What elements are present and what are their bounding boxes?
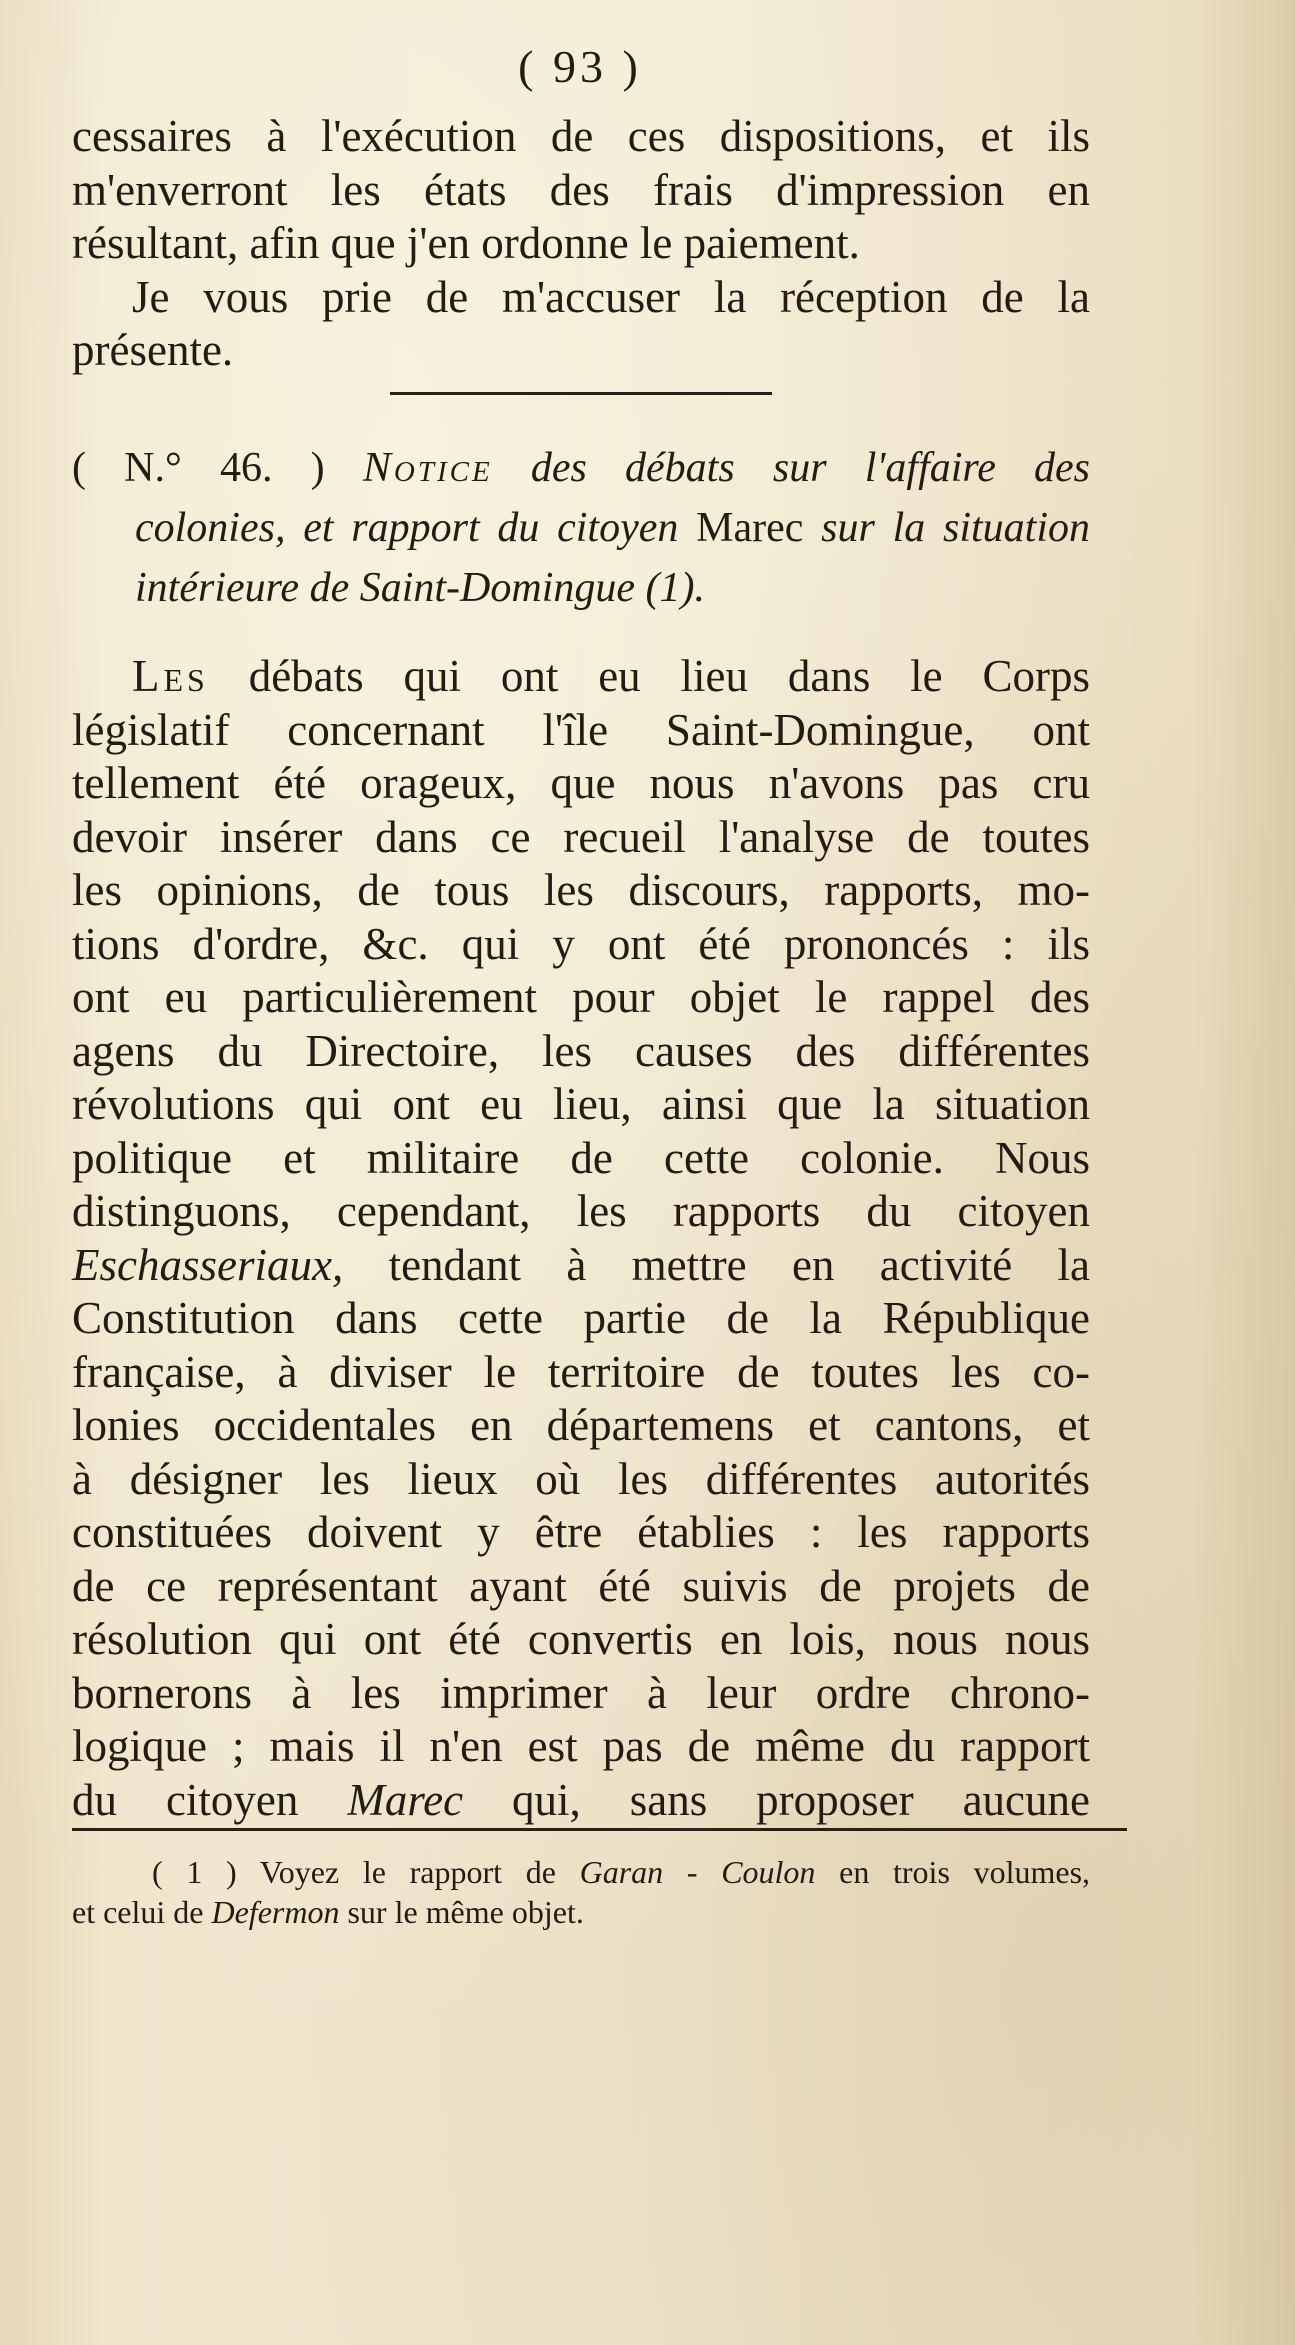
notice-title-text: intérieure de Saint-Domingue (1). [135,565,705,611]
text-fragment: et celui de [72,1894,204,1930]
text-line: de ce représentant ayant été suivis de projets de [72,1560,1090,1611]
text-fragment: qui, sans proposer aucune [512,1774,1090,1825]
text-line [72,1774,1090,1828]
notice-title-text: des débats sur l'affaire des [530,445,1091,491]
text-line [72,650,1090,704]
text-line: révolutions qui ont eu lieu, ainsi que la situation [72,1079,1090,1129]
person-name: Defermon [211,1894,340,1930]
text-line: agens du Directoire, les causes des différentes [72,1025,1090,1076]
text-line: Je vous prie de m'accuser la réception de la [132,271,1090,322]
text-line [72,1239,1090,1293]
text-line: constituées doivent y être établies : les rapports [72,1507,1090,1557]
text-line: résolution qui ont été convertis en lois, nous nous [72,1614,1090,1664]
person-name: Marec [347,1774,464,1825]
page-number: ( 93 ) [518,41,642,92]
text-fragment: tendant à mettre en activité la [388,1239,1090,1290]
intro-paragraph [72,110,1090,378]
notice-heading [72,438,1090,618]
notice-line [72,558,1090,618]
text-line: distinguons, cependant, les rapports du citoyen [72,1186,1090,1236]
notice-title-word: Notice [362,445,493,491]
footnote-line [72,1852,1090,1892]
body-paragraph [72,650,1090,1827]
text-fragment: en trois volumes, [839,1854,1091,1890]
footnote-divider [72,1828,1127,1831]
text-line: Constitution dans cette partie de la République [72,1293,1090,1343]
section-divider [390,392,772,395]
text-fragment: ( 1 ) Voyez le rapport de [152,1854,556,1890]
text-line: présente. [72,325,234,376]
notice-title-text: sur la situation [821,505,1091,551]
text-line: politique et militaire de cette colonie. Nous [72,1132,1090,1183]
text-line: résultant, afin que j'en ordonne le paiement. [72,218,860,269]
text-line: lonies occidentales en départemens et cantons, et [72,1400,1090,1450]
text-line: ont eu particulièrement pour objet le rappel des [72,972,1090,1022]
person-name: Eschasseriaux, [72,1239,344,1290]
text-line: française, à diviser le territoire de toutes les co- [72,1346,1090,1397]
notice-line [72,498,1090,558]
footnote [72,1852,1090,1932]
text-line: à désigner les lieux où les différentes autorités [72,1453,1090,1504]
text-line: les opinions, de tous les discours, rapports, mo- [72,865,1090,915]
notice-title-text: colonies, et rapport du citoyen [135,505,679,551]
notice-number: ( N.° 46. ) [72,445,325,491]
text-line: législatif concernant l'île Saint-Domingue, ont [72,704,1090,755]
notice-person-name: Marec [696,505,804,551]
text-fragment: sur le même objet. [347,1894,584,1930]
text-line: logique ; mais il n'en est pas de même du rapport [72,1721,1090,1771]
footnote-line [72,1892,1090,1932]
text-fragment: du citoyen [72,1774,299,1825]
lead-word: Les [132,651,209,701]
person-name: Garan - Coulon [579,1854,816,1890]
text-line: m'enverront les états des frais d'impression en [72,164,1090,215]
text-line: tions d'ordre, &c. qui y ont été prononcés : ils [72,918,1090,969]
text-line: tellement été orageux, que nous n'avons pas cru [72,758,1090,808]
text-line: bornerons à les imprimer à leur ordre chrono- [72,1667,1090,1718]
text-fragment: débats qui ont eu lieu dans le Corps [248,651,1091,701]
text-line: devoir insérer dans ce recueil l'analyse de toutes [72,811,1090,862]
notice-line [72,438,1090,498]
text-line: cessaires à l'exécution de ces dispositions, et ils [72,111,1090,161]
